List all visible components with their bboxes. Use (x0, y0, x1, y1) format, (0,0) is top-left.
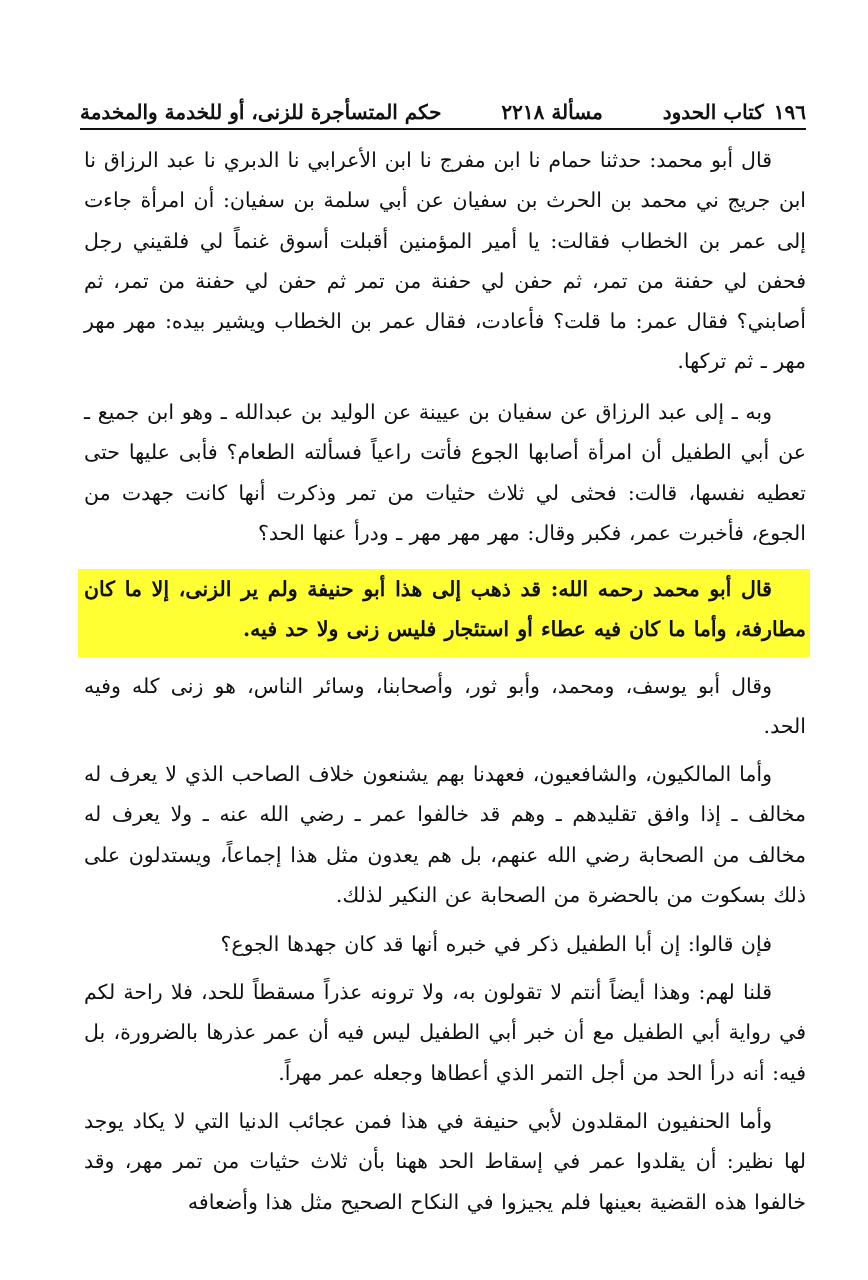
page-number: ١٩٦ (773, 100, 806, 124)
running-header (80, 88, 806, 124)
paragraph-hanafis: وأما الحنفيون المقلدون لأبي حنيفة في هذا فمن عجائب الدنيا التي لا يكاد يوجد لها نظير: أن يقلدوا عمر في إسقاط الحد ههنا بأن ثلاث حثيات من تمر مهر، وقد خالفوا هذه القضية بعينها فلم يجيزوا في النكاح الصحيح مثل هذا وأضعافه (84, 1109, 806, 1214)
paragraph-abu-yusuf: وقال أبو يوسف، ومحمد، وأبو ثور، وأصحابنا، وسائر الناس، هو زنى كله وفيه الحد. (84, 674, 806, 739)
paragraph-objection: فإن قالوا: إن أبا الطفيل ذكر في خبره أنها قد كان جهدها الجوع؟ (220, 932, 772, 956)
paragraph-reply: قلنا لهم: وهذا أيضاً أنتم لا تقولون به، ولا ترونه عذراً مسقطاً للحد، فلا راحة لكم في رواية أبي الطفيل مع أن خبر أبي الطفيل ليس فيه أن عمر عذرها بالضرورة، بل فيه: أنه درأ الحد من أجل التمر الذي أعطاها وجعله عمر مهراً. (84, 980, 806, 1085)
paragraph-malikis: وأما المالكيون، والشافعيون، فعهدنا بهم يشنعون خلاف الصاحب الذي لا يعرف له مخالف ـ إذا وافق تقليدهم ـ وهم قد خالفوا عمر ـ رضي الله عنه ـ ولا يعرف له مخالف من الصحابة رضي الله عنهم، بل هم يعدون مثل هذا إجماعاً، ويستدلون على ذلك بسكوت من بالحضرة من الصحابة عن النكير لذلك. (84, 762, 806, 907)
header-right (663, 100, 806, 124)
book-title: كتاب الحدود (662, 100, 764, 124)
paragraph-abu-muhammad: قال أبو محمد رحمه الله: قد ذهب إلى هذا أبو حنيفة ولم ير الزنى، إلا ما كان مطارفة، وأما ما كان فيه عطاء أو استئجار فليس زنى ولا حد فيه. (84, 577, 806, 642)
highlighted-passage (78, 569, 810, 657)
paragraph-hadith-2: وبه ـ إلى عبد الرزاق عن سفيان بن عيينة عن الوليد بن عبدالله ـ وهو ابن جميع ـ عن أبي الطفيل أن امرأة أصابها الجوع فأتت راعياً فسألته الطعام؟ فأبى عليها حتى تعطيه نفسها، قالت: فحثى لي ثلاث حثيات من تمر وذكرت أنها كانت جهدت من الجوع، فأخبرت عمر، فكبر وقال: مهر مهر مهر ـ ودرأ عنها الحد؟ (84, 400, 806, 545)
header-rule (80, 128, 806, 130)
paragraph-hadith-1: قال أبو محمد: حدثنا حمام نا ابن مفرج نا ابن الأعرابي نا الدبري نا عبد الرزاق نا ابن جريج ني محمد بن الحرث بن سفيان عن أبي سلمة بن سفيان: أن امرأة جاءت إلى عمر بن الخطاب فقالت: يا أمير المؤمنين أقبلت أسوق غنماً لي فلقيني رجل فحفن لي حفنة من تمر، ثم حفن لي حفنة من تمر ثم حفن لي حفنة من تمر، ثم أصابني؟ فقال عمر: ما قلت؟ فأعادت، فقال عمر بن الخطاب ويشير بيده: مهر مهر مهر ـ ثم تركها. (84, 148, 806, 374)
chapter-topic: حكم المتسأجرة للزنى، أو للخدمة والمخدمة (80, 100, 442, 124)
issue-number: مسألة ٢٢١٨ (501, 100, 603, 124)
